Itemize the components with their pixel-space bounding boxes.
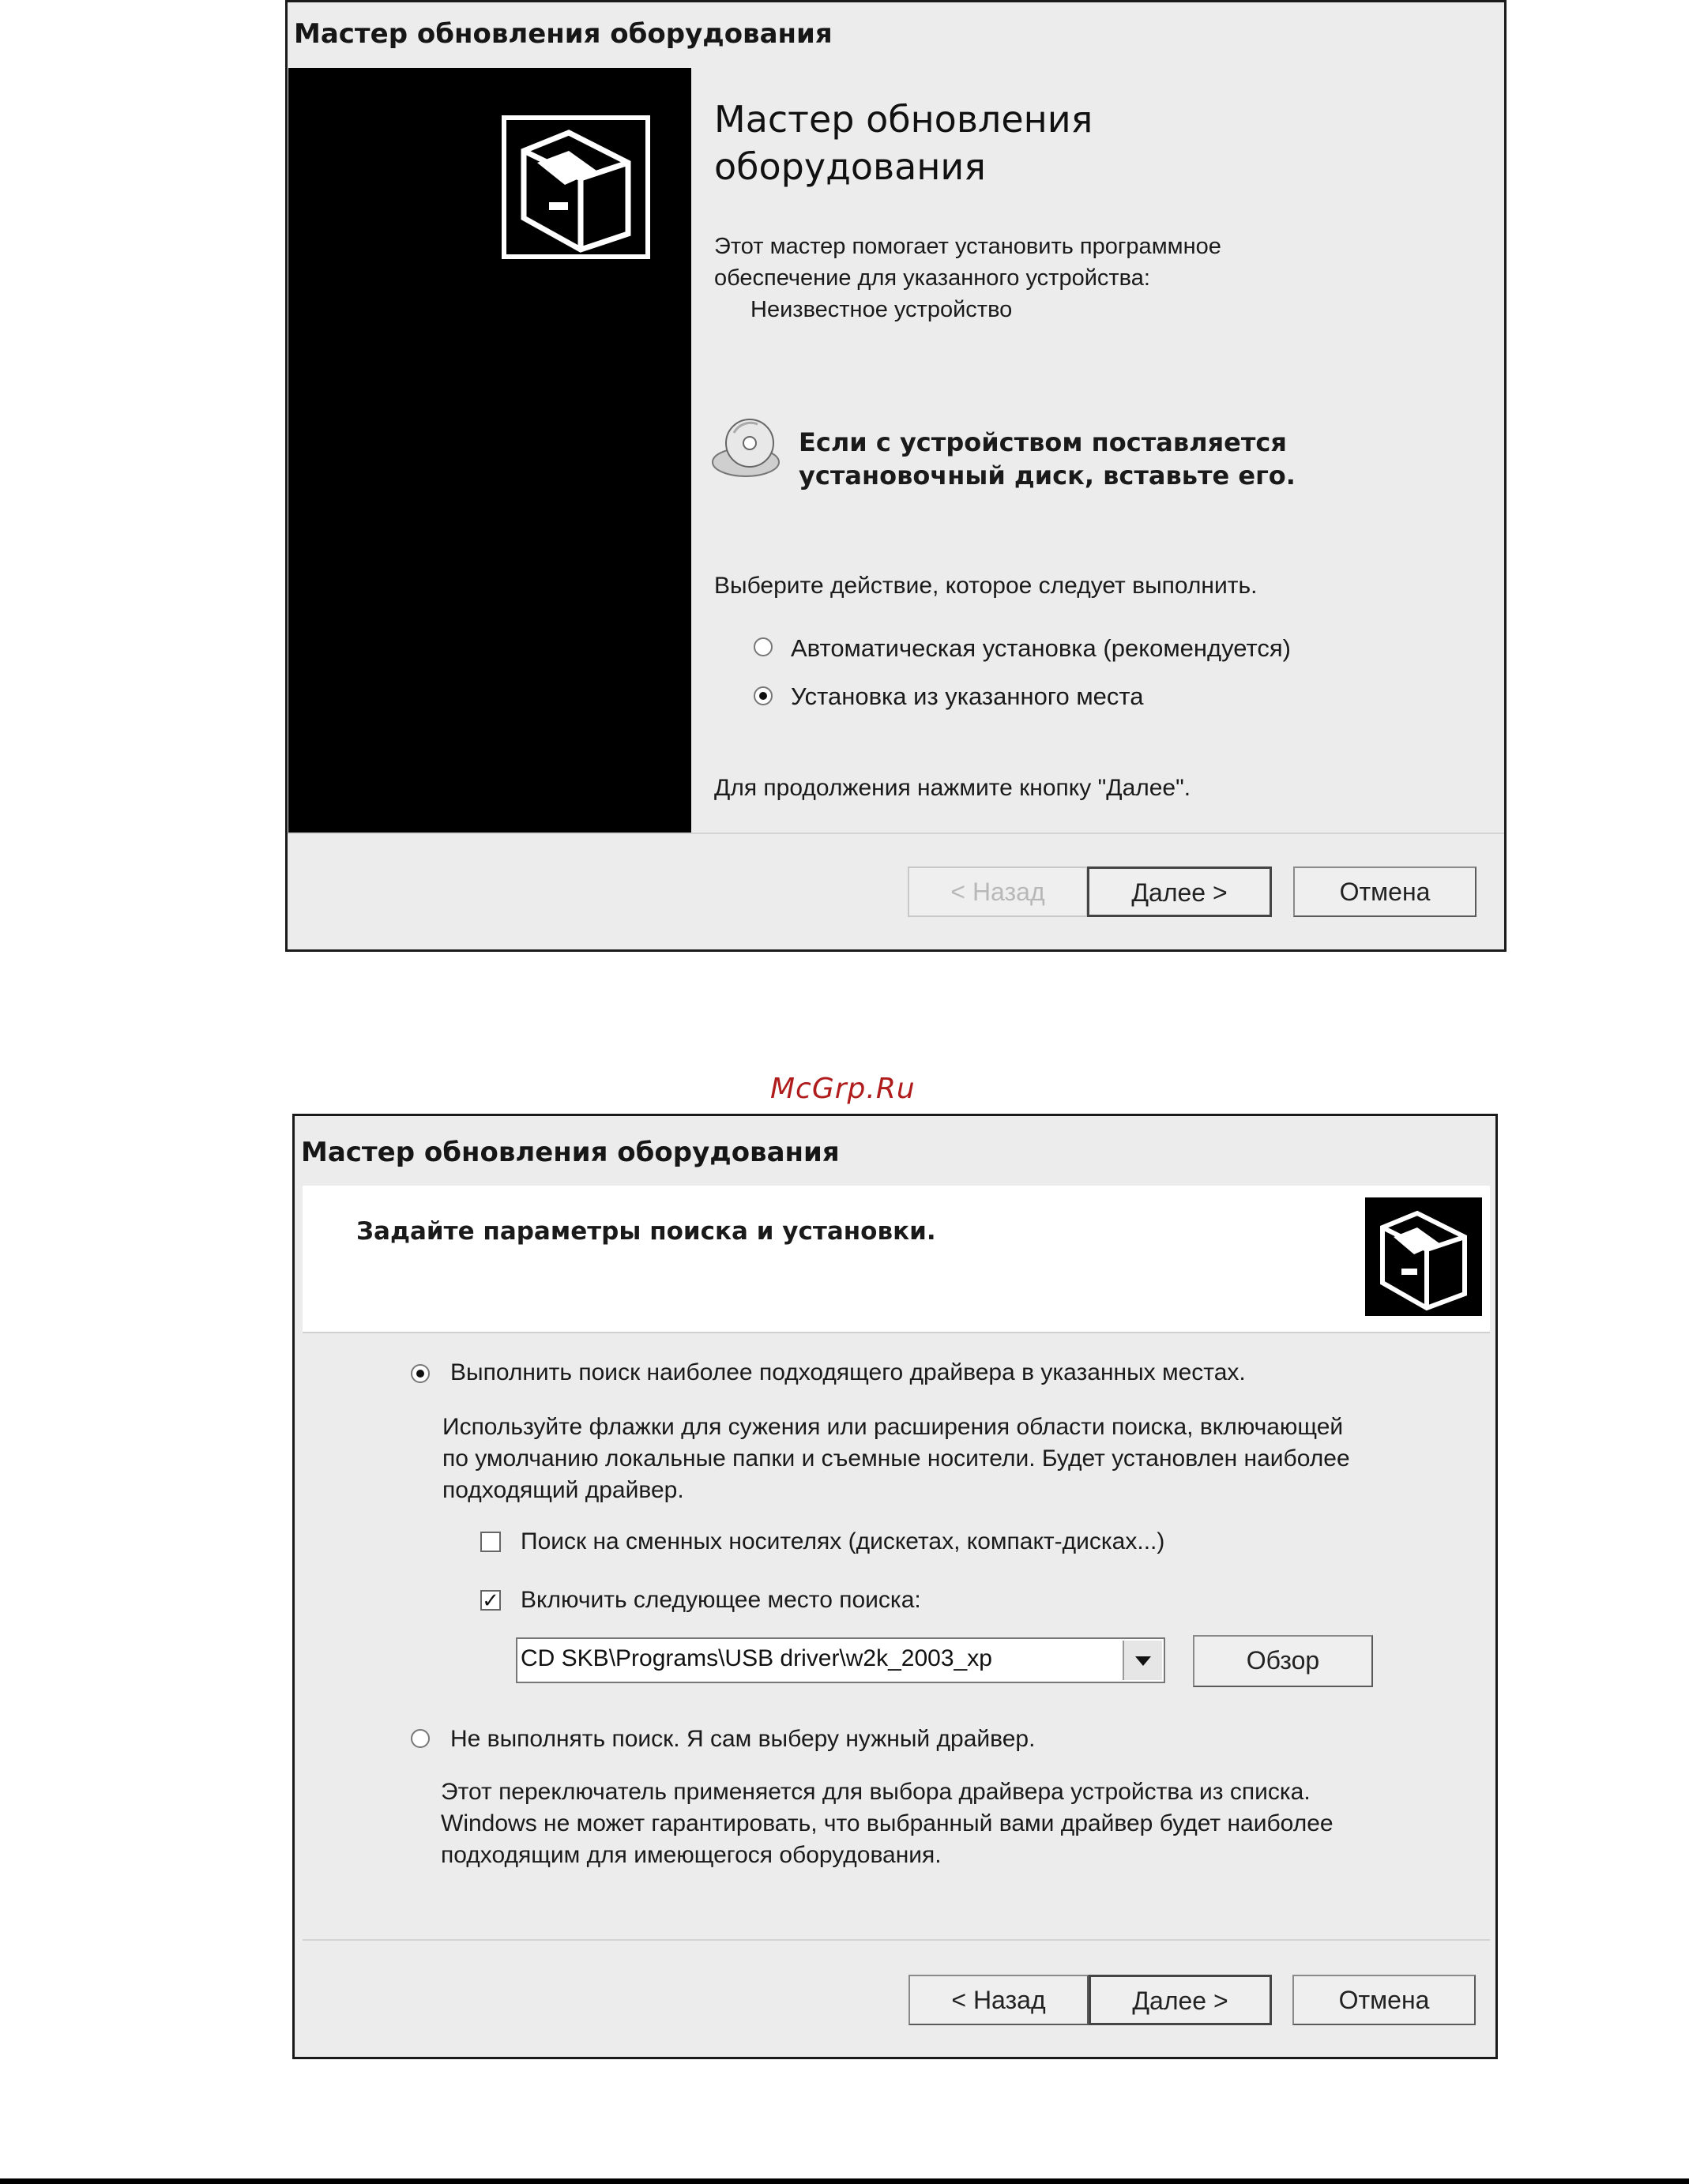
manual-location-label[interactable]: Установка из указанного места: [791, 682, 1144, 710]
back-button[interactable]: < Назад: [908, 866, 1088, 917]
removable-media-label[interactable]: Поиск на сменных носителях (дискетах, компакт-дисках...): [521, 1528, 1165, 1554]
wizard-dialog-welcome: [285, 0, 1507, 952]
removable-media-checkbox[interactable]: [480, 1532, 501, 1552]
wizard-header-band: [303, 1186, 1490, 1333]
search-path-combobox[interactable]: [516, 1637, 1165, 1683]
include-location-checkbox[interactable]: ✓: [480, 1590, 501, 1611]
next-button[interactable]: Далее >: [1089, 1975, 1272, 2025]
dropdown-arrow-icon[interactable]: [1123, 1641, 1162, 1680]
auto-install-radio[interactable]: [754, 637, 773, 656]
next-button[interactable]: Далее >: [1087, 866, 1272, 917]
cancel-button[interactable]: Отмена: [1292, 1975, 1476, 2025]
search-path-value[interactable]: CD SKB\Programs\USB driver\w2k_2003_xp: [521, 1645, 992, 1671]
wizard-heading: Мастер обновления оборудования: [714, 98, 1093, 188]
footer-divider: [288, 833, 1504, 834]
hardware-wizard-icon: [1365, 1197, 1482, 1316]
include-location-label[interactable]: Включить следующее место поиска:: [521, 1587, 921, 1613]
search-description: Используйте флажки для сужения или расширения области поиска, включающей по умолчанию локальные папки и съемные носители. Будет установлен наиболее подходящий драйвер.: [442, 1414, 1350, 1503]
header-text: Задайте параметры поиска и установки.: [356, 1217, 936, 1246]
cd-disk-icon: [710, 413, 785, 484]
wizard-side-panel: [288, 68, 691, 833]
manual-driver-radio[interactable]: [411, 1729, 430, 1748]
dialog-title: Мастер обновления оборудования: [288, 2, 1504, 66]
device-name: Неизвестное устройство: [750, 297, 1013, 322]
search-radio[interactable]: [411, 1364, 430, 1383]
back-button[interactable]: < Назад: [908, 1975, 1089, 2025]
continue-hint: Для продолжения нажмите кнопку "Далее".: [714, 775, 1191, 801]
browse-button[interactable]: Обзор: [1193, 1635, 1373, 1687]
manual-description: Этот переключатель применяется для выбора драйвера устройства из списка. Windows не может гарантировать, что выбранный вами драйвер будет наиболее подходящим для имеющегося оборудования.: [441, 1779, 1334, 1868]
wizard-intro: Этот мастер помогает установить программное обеспечение для указанного устройства:: [714, 234, 1221, 291]
hardware-wizard-icon: [502, 115, 650, 259]
insert-disk-hint: Если с устройством поставляется установочный диск, вставьте его.: [799, 427, 1296, 491]
manual-location-radio[interactable]: [754, 686, 773, 705]
page-bottom-rule: [0, 2178, 1689, 2184]
manual-driver-label[interactable]: Не выполнять поиск. Я сам выберу нужный драйвер.: [450, 1726, 1036, 1752]
auto-install-label[interactable]: Автоматическая установка (рекомендуется): [791, 634, 1291, 662]
footer-divider: [303, 1939, 1490, 1941]
cancel-button[interactable]: Отмена: [1293, 866, 1476, 917]
watermark: McGrp.Ru: [770, 1073, 916, 1105]
wizard-dialog-search: [292, 1114, 1498, 2059]
search-option-label[interactable]: Выполнить поиск наиболее подходящего драйвера в указанных местах.: [450, 1359, 1246, 1385]
dialog-title: Мастер обновления оборудования: [295, 1116, 1495, 1186]
choose-action-label: Выберите действие, которое следует выполнить.: [714, 573, 1258, 599]
